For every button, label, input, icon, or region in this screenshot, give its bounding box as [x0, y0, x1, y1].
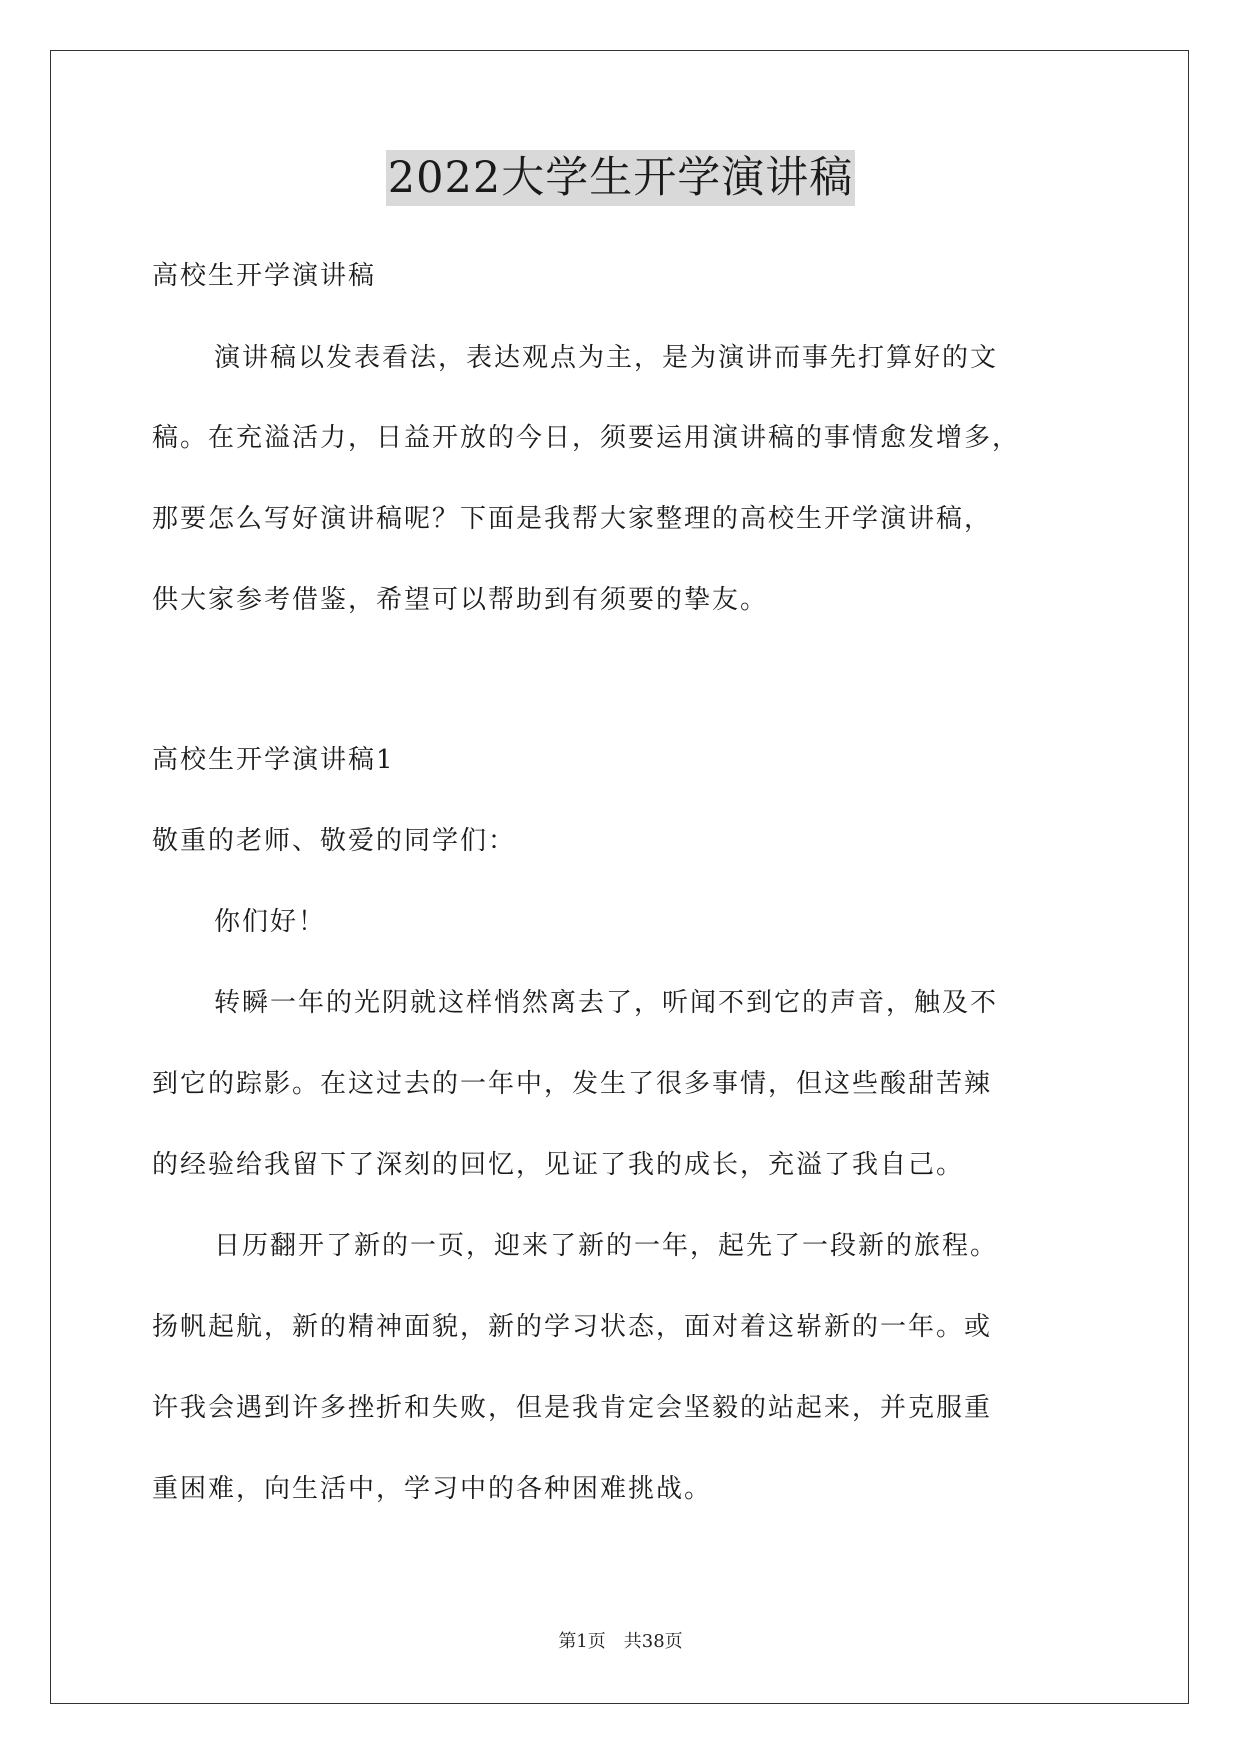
para1-line-2: 到它的踪影。在这过去的一年中，发生了很多事情，但这些酸甜苦辣 [152, 1069, 993, 1099]
title-container [0, 150, 1241, 206]
section-heading: 高校生开学演讲稿1 [152, 745, 395, 775]
subtitle: 高校生开学演讲稿 [152, 261, 377, 291]
salutation: 敬重的老师、敬爱的同学们： [152, 826, 517, 856]
para1-line-3: 的经验给我留下了深刻的回忆，见证了我的成长，充溢了我自己。 [152, 1150, 965, 1180]
para1-line-1: 转瞬一年的光阴就这样悄然离去了，听闻不到它的声音，触及不 [214, 988, 999, 1018]
intro-line-3: 那要怎么写好演讲稿呢？下面是我帮大家整理的高校生开学演讲稿， [152, 504, 993, 534]
document-title: 2022大学生开学演讲稿 [386, 150, 855, 206]
para2-line-4: 重困难，向生活中，学习中的各种困难挑战。 [152, 1474, 713, 1504]
intro-line-1: 演讲稿以发表看法，表达观点为主，是为演讲而事先打算好的文 [214, 343, 999, 373]
greeting: 你们好！ [214, 907, 327, 937]
para2-line-1: 日历翻开了新的一页，迎来了新的一年，起先了一段新的旅程。 [214, 1231, 999, 1261]
intro-line-4: 供大家参考借鉴，希望可以帮助到有须要的挚友。 [152, 585, 769, 615]
page-number: 第1页 共38页 [558, 1631, 683, 1652]
para2-line-2: 扬帆起航，新的精神面貌，新的学习状态，面对着这崭新的一年。或 [152, 1312, 993, 1342]
intro-line-2: 稿。在充溢活力，日益开放的今日，须要运用演讲稿的事情愈发增多， [152, 423, 1021, 453]
para2-line-3: 许我会遇到许多挫折和失败，但是我肯定会坚毅的站起来，并克服重 [152, 1393, 993, 1423]
